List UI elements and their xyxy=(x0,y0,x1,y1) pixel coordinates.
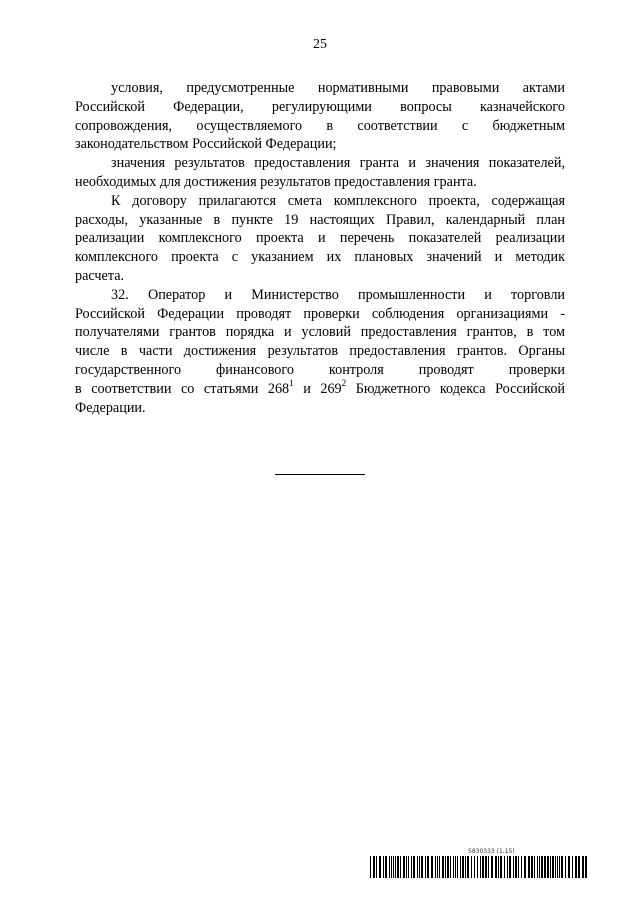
text-line: необходимых для достижения результатов предоставления гранта. xyxy=(75,173,477,190)
text-line: законодательством Российской Федерации; xyxy=(75,136,337,153)
text-line: Российской Федерации проводят проверки соблюдения организациями - xyxy=(75,305,565,322)
end-divider xyxy=(275,474,365,475)
text-line: расходы, указанные в пункте 19 настоящих Правил, календарный план xyxy=(75,211,565,228)
text-line: сопровождения, осуществляемого в соответствии с бюджетным xyxy=(75,117,565,134)
text-line: 32. Оператор и Министерство промышленности и торговли xyxy=(111,286,565,303)
text-line: получателями грантов порядка и условий предоставления грантов, в том xyxy=(75,324,565,341)
text-line: числе в части достижения результатов предоставления грантов. Органы xyxy=(75,343,565,360)
paragraph-treasury-conditions xyxy=(75,79,565,154)
text-line: комплексного проекта с указанием их плановых значений и методик xyxy=(75,249,565,266)
article-text-middle: и 269 xyxy=(293,380,342,397)
document-body xyxy=(75,79,565,417)
text-line: К договору прилагаются смета комплексного проекта, содержащая xyxy=(111,192,565,209)
article-superscript: 2 xyxy=(341,378,347,389)
text-line: реализации комплексного проекта и перечень показателей реализации xyxy=(75,230,565,247)
text-line: расчета. xyxy=(75,267,125,284)
text-line: Российской Федерации, регулирующими вопросы казначейского xyxy=(75,98,565,115)
paragraph-contract-attachments xyxy=(75,192,565,286)
text-line: условия, предусмотренные нормативными правовыми актами xyxy=(111,80,565,96)
article-text-prefix: в соответствии со статьями 268 xyxy=(75,380,290,397)
barcode-icon xyxy=(370,856,588,878)
paragraph-32-inspections xyxy=(75,286,565,418)
article-superscript: 1 xyxy=(289,378,294,389)
text-line: значения результатов предоставления гранта и значения показателей, xyxy=(111,155,565,172)
text-line: Федерации. xyxy=(75,399,146,416)
article-text-suffix: Бюджетного кодекса Российской xyxy=(346,380,566,397)
paragraph-result-values xyxy=(75,154,565,192)
document-code: 5830333 (1.15) xyxy=(468,848,515,855)
text-line: государственного финансового контроля проводят проверки xyxy=(75,361,565,378)
page-number: 25 xyxy=(313,37,327,52)
text-line-articles xyxy=(75,380,565,399)
